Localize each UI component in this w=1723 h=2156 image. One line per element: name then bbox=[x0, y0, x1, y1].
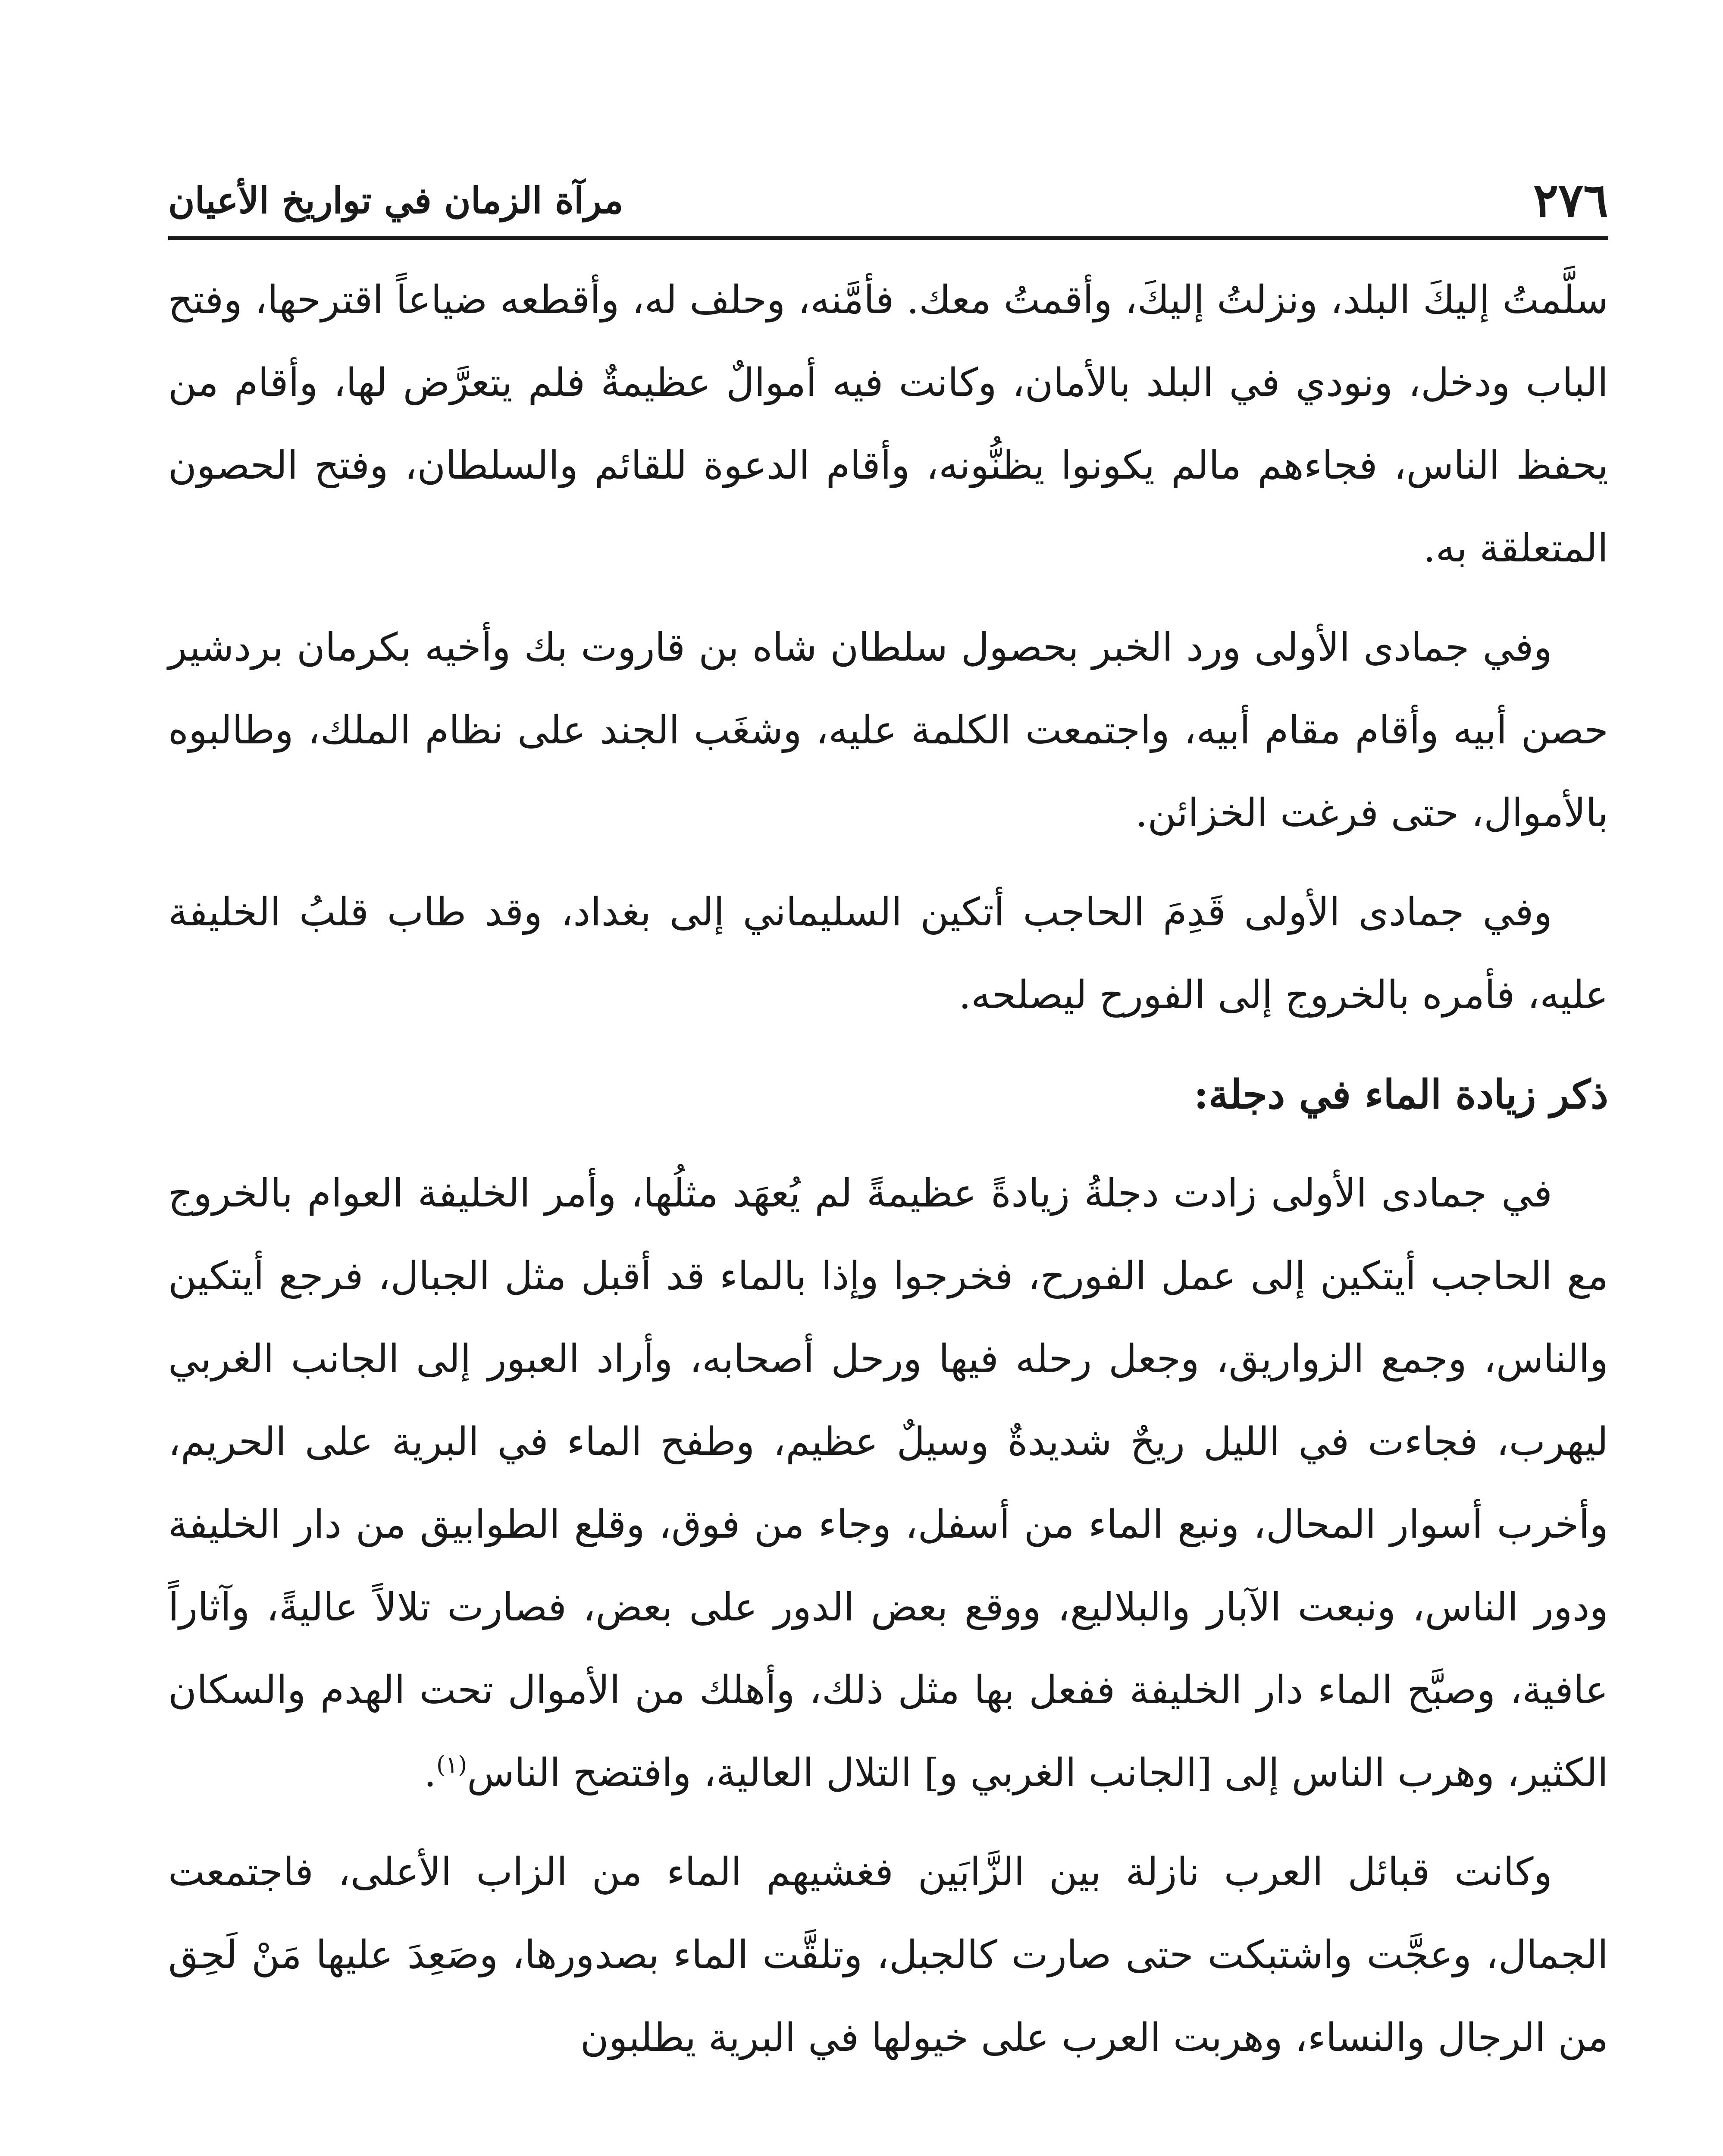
paragraph bbox=[168, 1152, 1608, 1814]
paragraph: وكانت قبائل العرب نازلة بين الزَّابَين فغشيهم الماء من الزاب الأعلى، فاجتمعت الجمال، وعجَّت واشتبكت حتى صارت كالجبل، وتلقَّت الماء بصدورها، وصَعِدَ عليها مَنْ لَحِق من الرجال والنساء، وهربت العرب على خيولها في البرية يطلبون bbox=[168, 1849, 1608, 2060]
page-header bbox=[168, 168, 1608, 233]
body-text bbox=[168, 259, 1608, 2096]
paragraph: وفي جمادى الأولى ورد الخبر بحصول سلطان شاه بن قاروت بك وأخيه بكرمان بردشير حصن أبيه وأقام مقام أبيه، واجتمعت الكلمة عليه، وشغَب الجند على نظام الملك، وطالبوه بالأموال، حتى فرغت الخزائن. bbox=[168, 625, 1608, 836]
book-page bbox=[168, 0, 1608, 2156]
page-number: ٢٧٦ bbox=[1533, 173, 1608, 228]
running-title: مرآة الزمان في تواريخ الأعيان bbox=[168, 179, 623, 222]
paragraph: وفي جمادى الأولى قَدِمَ الحاجب أتكين السليماني إلى بغداد، وقد طاب قلبُ الخليفة عليه، فأمره بالخروج إلى الفورح ليصلحه. bbox=[168, 890, 1608, 1018]
header-rule bbox=[168, 236, 1608, 240]
footnote-marker: (١) bbox=[436, 1751, 467, 1778]
paragraph-text: في جمادى الأولى زادت دجلةُ زيادةً عظيمةً لم يُعهَد مثلُها، وأمر الخليفة العوام بالخروج مع الحاجب أيتكين إلى عمل الفورح، فخرجوا وإذا بالماء قد أقبل مثل الجبال، فرجع أيتكين والناس، وجمع الزواريق، وجعل رحله فيها ورحل أصحابه، وأراد العبور إلى الجانب الغربي ليهرب، فجاءت في الليل ريحٌ شديدةٌ وسيلٌ عظيم، وطفح الماء في البرية على الحريم، وأخرب أسوار المحال، ونبع الماء من أسفل، وجاء من فوق، وقلع الطوابيق من دار الخليفة ودور الناس، ونبعت الآبار والبلاليع، ووقع بعض الدور على بعض، فصارت تلالاً عاليةً، وآثاراً عافية، وصبَّح الماء دار الخليفة ففعل بها مثل ذلك، وأهلك من الأموال تحت الهدم والسكان الكثير، وهرب الناس إلى [الجانب الغربي و] التلال العالية، وافتضح الناس bbox=[168, 1171, 1608, 1796]
sentence-end: . bbox=[424, 1750, 436, 1796]
section-heading: ذكر زيادة الماء في دجلة: bbox=[1194, 1071, 1608, 1118]
paragraph: سلَّمتُ إليكَ البلد، ونزلتُ إليكَ، وأقمتُ معك. فأمَّنه، وحلف له، وأقطعه ضياعاً اقترحها، وفتح الباب ودخل، ونودي في البلد بالأمان، وكانت فيه أموالٌ عظيمةٌ فلم يتعرَّض لها، وأقام من يحفظ الناس، فجاءهم مالم يكونوا يظنُّونه، وأقام الدعوة للقائم والسلطان، وفتح الحصون المتعلقة به. bbox=[168, 277, 1609, 571]
